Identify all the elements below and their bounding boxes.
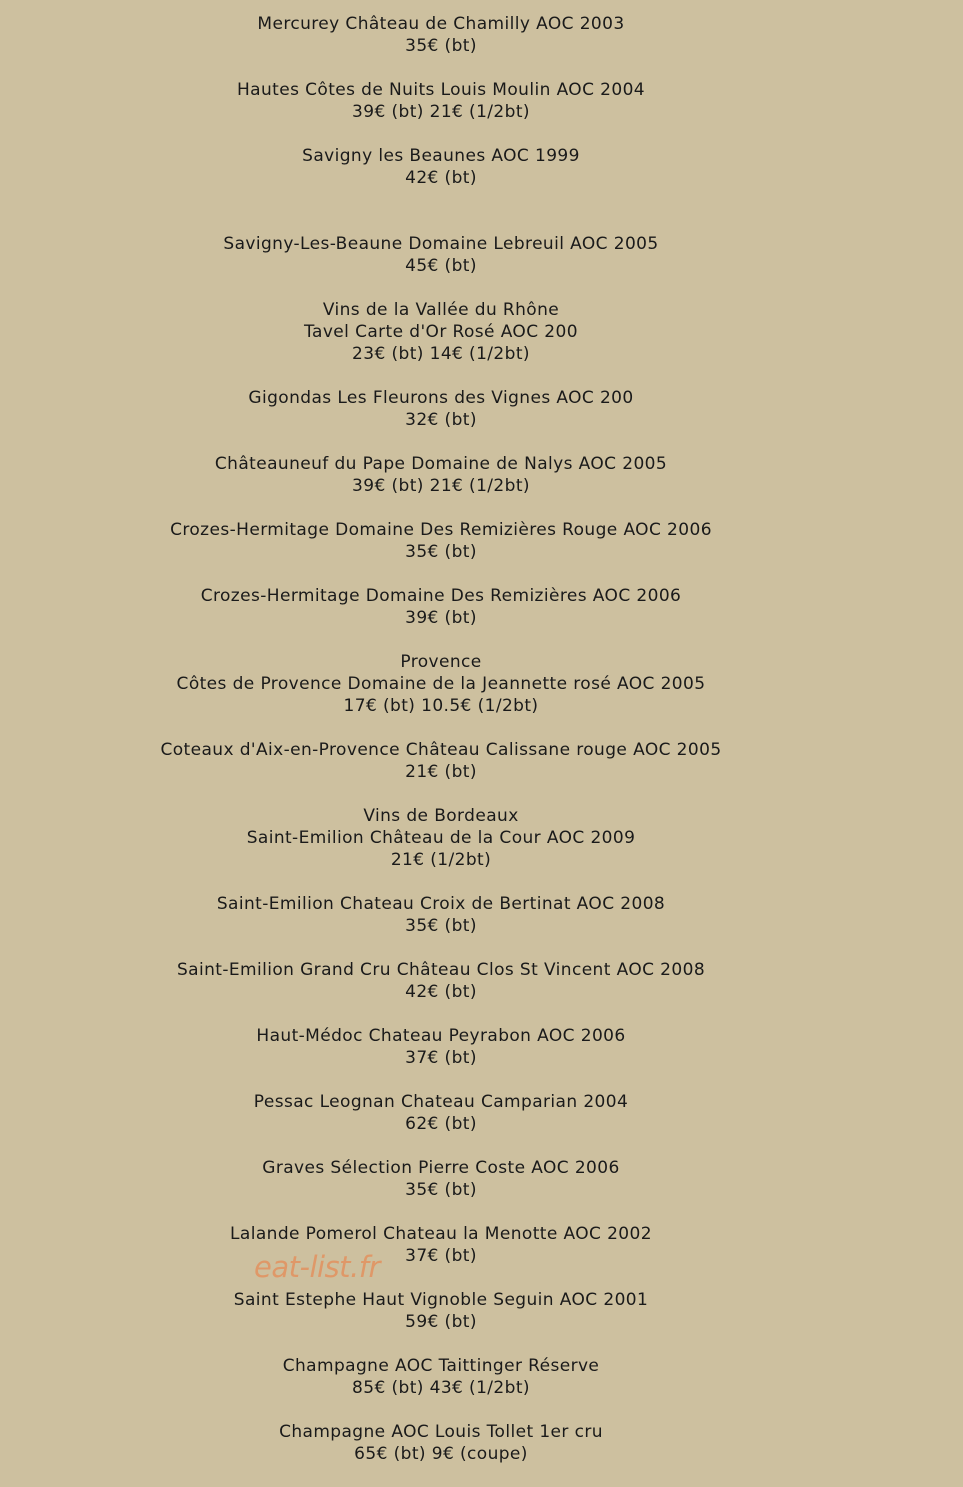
wine-price: 59€ (bt) bbox=[405, 1312, 477, 1332]
wine-entry bbox=[0, 387, 882, 431]
wine-price: 85€ (bt) 43€ (1/2bt) bbox=[352, 1378, 530, 1398]
wine-name: Saint-Emilion Chateau Croix de Bertinat AOC 2008 bbox=[216, 894, 666, 914]
wine-entry bbox=[0, 145, 882, 189]
wine-entry bbox=[0, 651, 882, 717]
wine-entry bbox=[0, 893, 882, 937]
wine-name: Graves Sélection Pierre Coste AOC 2006 bbox=[262, 1158, 620, 1178]
wine-price: 45€ (bt) bbox=[405, 256, 477, 276]
wine-price: 21€ (bt) bbox=[405, 762, 477, 782]
section-heading: Provence bbox=[400, 652, 482, 672]
wine-name: Saint-Emilion Château de la Cour AOC 2009 bbox=[246, 828, 636, 848]
wine-name: Tavel Carte d'Or Rosé AOC 200 bbox=[304, 322, 578, 342]
wine-price: 42€ (bt) bbox=[405, 168, 477, 188]
wine-entry bbox=[0, 233, 882, 277]
wine-name: Savigny les Beaunes AOC 1999 bbox=[302, 146, 580, 166]
wine-entry bbox=[0, 1157, 882, 1201]
wine-name: Haut-Médoc Chateau Peyrabon AOC 2006 bbox=[256, 1026, 626, 1046]
wine-name: Côtes de Provence Domaine de la Jeannette rosé AOC 2005 bbox=[176, 674, 706, 694]
wine-name: Châteauneuf du Pape Domaine de Nalys AOC 2005 bbox=[214, 454, 668, 474]
wine-price: 65€ (bt) 9€ (coupe) bbox=[354, 1444, 528, 1464]
wine-price: 37€ (bt) bbox=[405, 1048, 477, 1068]
wine-name: Crozes-Hermitage Domaine Des Remizières Rouge AOC 2006 bbox=[170, 520, 712, 540]
wine-price: 35€ (bt) bbox=[405, 542, 477, 562]
wine-entry bbox=[0, 805, 882, 871]
wine-entry bbox=[0, 79, 882, 123]
wine-name: Coteaux d'Aix-en-Provence Château Calissane rouge AOC 2005 bbox=[160, 740, 722, 760]
wine-name: Pessac Leognan Chateau Camparian 2004 bbox=[253, 1092, 629, 1112]
section-heading: Vins de la Vallée du Rhône bbox=[322, 300, 560, 320]
wine-entry bbox=[0, 959, 882, 1003]
wine-price: 35€ (bt) bbox=[405, 916, 477, 936]
wine-name: Saint-Emilion Grand Cru Château Clos St Vincent AOC 2008 bbox=[176, 960, 706, 980]
wine-name: Lalande Pomerol Chateau la Menotte AOC 2002 bbox=[230, 1224, 652, 1244]
wine-price: 39€ (bt) 21€ (1/2bt) bbox=[352, 102, 530, 122]
wine-entry bbox=[0, 519, 882, 563]
wine-price: 42€ (bt) bbox=[405, 982, 477, 1002]
wine-price: 32€ (bt) bbox=[405, 410, 477, 430]
wine-price: 39€ (bt) bbox=[405, 608, 477, 628]
section-heading: Vins de Bordeaux bbox=[363, 806, 519, 826]
wine-entry bbox=[0, 453, 882, 497]
watermark-logo: eat-list.fr bbox=[254, 1250, 380, 1284]
wine-name: Saint Estephe Haut Vignoble Seguin AOC 2001 bbox=[233, 1290, 649, 1310]
wine-entry bbox=[0, 739, 882, 783]
wine-name: Hautes Côtes de Nuits Louis Moulin AOC 2004 bbox=[236, 80, 646, 100]
wine-entry bbox=[0, 299, 882, 365]
wine-name: Savigny-Les-Beaune Domaine Lebreuil AOC 2005 bbox=[223, 234, 659, 254]
wine-entry bbox=[0, 585, 882, 629]
wine-name: Crozes-Hermitage Domaine Des Remizières AOC 2006 bbox=[200, 586, 682, 606]
wine-entry bbox=[0, 1025, 882, 1069]
wine-price: 35€ (bt) bbox=[405, 1180, 477, 1200]
wine-entry bbox=[0, 1421, 882, 1465]
wine-entry bbox=[0, 1091, 882, 1135]
wine-price: 39€ (bt) 21€ (1/2bt) bbox=[352, 476, 530, 496]
wine-price: 17€ (bt) 10.5€ (1/2bt) bbox=[343, 696, 539, 716]
wine-entry bbox=[0, 13, 882, 57]
wine-entry bbox=[0, 1355, 882, 1399]
wine-name: Mercurey Château de Chamilly AOC 2003 bbox=[257, 14, 625, 34]
wine-entry bbox=[0, 1223, 882, 1267]
wine-entry bbox=[0, 1289, 882, 1333]
wine-price: 21€ (1/2bt) bbox=[390, 850, 492, 870]
wine-name: Gigondas Les Fleurons des Vignes AOC 200 bbox=[248, 388, 634, 408]
wine-name: Champagne AOC Louis Tollet 1er cru bbox=[279, 1422, 603, 1442]
wine-name: Champagne AOC Taittinger Réserve bbox=[282, 1356, 600, 1376]
wine-price: 23€ (bt) 14€ (1/2bt) bbox=[352, 344, 530, 364]
wine-price: 37€ (bt) bbox=[405, 1246, 477, 1266]
wine-price: 35€ (bt) bbox=[405, 36, 477, 56]
wine-price: 62€ (bt) bbox=[405, 1114, 477, 1134]
wine-list bbox=[0, 13, 882, 1487]
